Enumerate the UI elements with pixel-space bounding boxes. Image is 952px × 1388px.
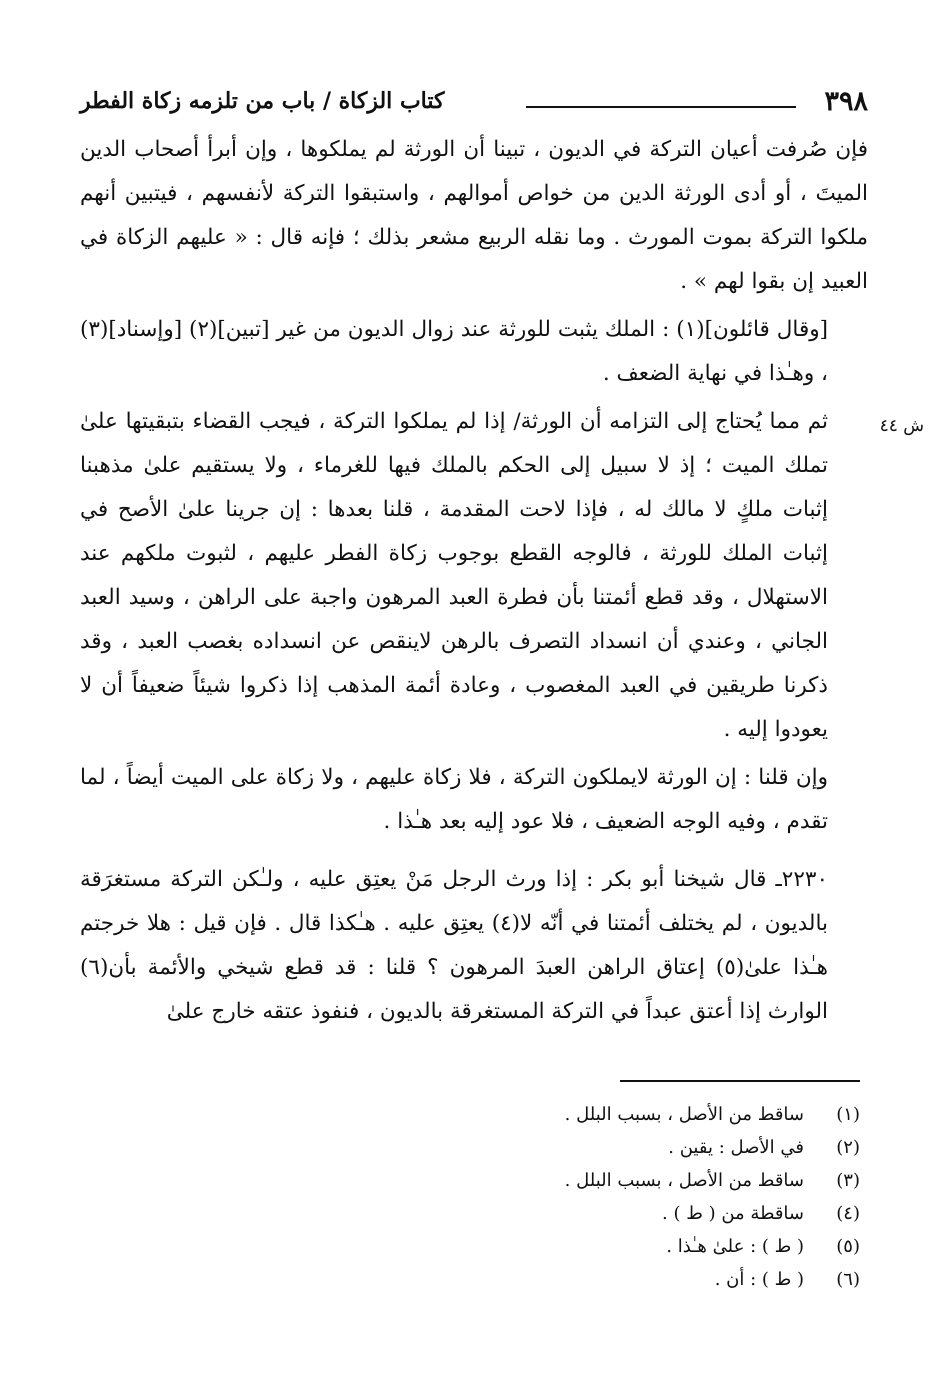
footnote-text: في الأصل : يقين . [668,1137,804,1158]
footnote-text: ( ط ) : علىٰ هـٰذا . [666,1236,804,1257]
footnote [160,1164,860,1197]
paragraph-1: فإن صُرفت أعيان التركة في الديون ، تبينا أن الورثة لم يملكوها ، وإن أبرأ أصحاب الدين الميتَ ، أو أدى الورثة الدين من خواص أموالهم ، واستبقوا التركة لأنفسهم ، فيتبين أنهم ملكوا التركة بموت المورث . وما نقله الربيع مشعر بذلك ؛ فإنه قال : « عليهم الزكاة في العبيد إن بقوا لهم » . [80,137,868,294]
footnote-number: (٥) [836,1236,860,1257]
footnote-number: (٦) [836,1269,860,1290]
main-text [80,128,868,1034]
footnote-text: ( ط ) : أن . [714,1269,804,1290]
paragraph-2: [وقال قائلون](١) : الملك يثبت للورثة عند زوال الديون من غير [تبين](٢) [وإسناد](٣) ، وهـٰذا في نهاية الضعف . [80,317,828,386]
footnote-number: (٤) [836,1203,860,1224]
page-header [80,86,868,122]
footnote-separator [620,1080,860,1082]
footnote-text: ساقط من الأصل ، بسبب البلل . [564,1170,804,1191]
page-number: ٣٩٨ [824,86,868,117]
paragraph-4: وإن قلنا : إن الورثة لايملكون التركة ، فلا زكاة عليهم ، ولا زكاة على الميت أيضاً ، لما تقدم ، وفيه الوجه الضعيف ، فلا عود إليه بعد هـٰذا . [80,765,828,834]
footnote [160,1098,860,1131]
paragraph-3: ثم مما يُحتاج إلى التزامه أن الورثة/ إذا لم يملكوا التركة ، فيجب القضاء بتبقيتها علىٰ تملك الميت ؛ إذ لا سبيل إلى الحكم بالملك فيها للغرماء ، ولا يستقيم علىٰ مذهبنا إثبات ملكٍ لا مالك له ، فإذا لاحت المقدمة ، قلنا بعدها : إن جرينا علىٰ الأصح في إثبات الملك للورثة ، فالوجه القطع بوجوب زكاة الفطر عليهم ، لثبوت ملكهم عند الاستهلال ، وقد قطع أئمتنا بأن فطرة العبد المرهون واجبة على الراهن ، وسيد العبد الجاني ، وعندي أن انسداد التصرف بالرهن لاينقص عن انسداده بغصب العبد ، وقد ذكرنا طريقين في العبد المغصوب ، وعادة أئمة المذهب إذا ذكروا شيئاً ضعيفاً أن لا يعودوا إليه . [80,409,828,742]
footnote [160,1230,860,1263]
margin-reference: ش ٤٤ [879,416,924,436]
footnote [160,1197,860,1230]
footnotes [160,1098,860,1296]
footnote-text: ساقط من الأصل ، بسبب البلل . [564,1104,804,1125]
paragraph-5-issue-2230: ٢٢٣٠ـ قال شيخنا أبو بكر : إذا ورث الرجل مَنْ يعتِق عليه ، ولـٰكن التركة مستغرَقة بالديون ، لم يختلف أئمتنا في أنّه لا(٤) يعتِق عليه . هـٰكذا قال . فإن قيل : هلا خرجتم هـٰذا علىٰ(٥) إعتاق الراهن العبدَ المرهون ؟ قلنا : قد قطع شيخي والأئمة بأن(٦) الوارث إذا أعتق عبداً في التركة المستغرقة بالديون ، فنفوذ عتقه خارج علىٰ [80,867,828,1024]
footnote [160,1263,860,1296]
footnote-number: (١) [836,1104,860,1125]
running-title: كتاب الزكاة / باب من تلزمه زكاة الفطر [80,88,445,114]
footnote [160,1131,860,1164]
footnote-text: ساقطة من ( ط ) . [662,1203,804,1224]
footnote-number: (٢) [836,1137,860,1158]
header-rule [526,106,796,108]
footnote-number: (٣) [836,1170,860,1191]
